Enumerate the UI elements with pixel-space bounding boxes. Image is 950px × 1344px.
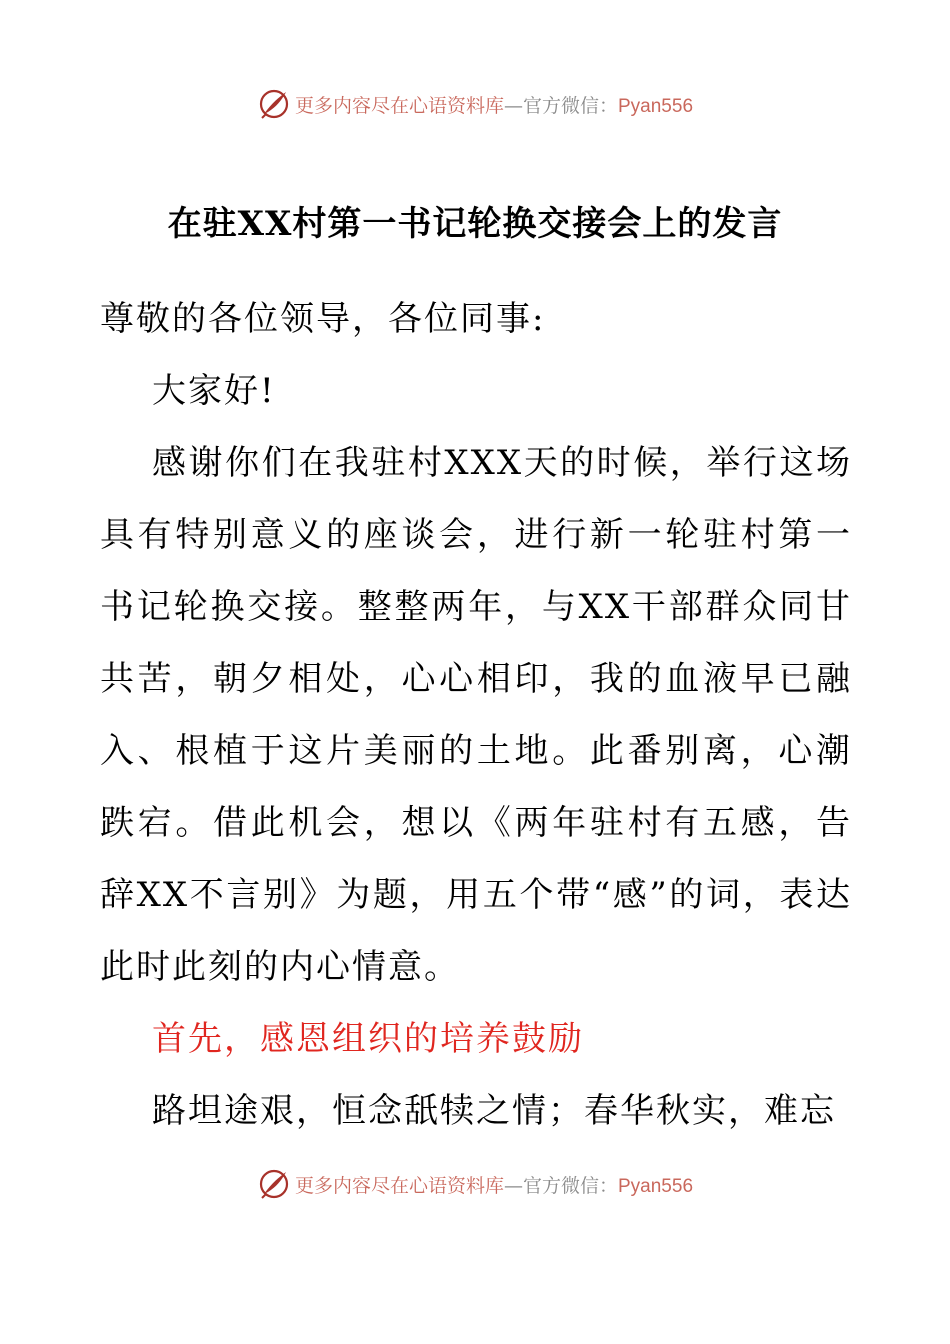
quill-pen-logo-icon — [257, 87, 291, 121]
paragraph: 路坦途艰，恒念舐犊之情；春华秋实，难忘 — [152, 1091, 836, 1131]
quill-pen-logo-icon — [257, 1167, 291, 1201]
section-heading: 首先，感恩组织的培养鼓励 — [152, 1019, 584, 1059]
banner-text: 更多内容尽在心语资料库—官方微信：Pyan556 — [294, 1174, 694, 1197]
document-title: 在驻XX村第一书记轮换交接会上的发言 — [167, 204, 783, 244]
footer-banner — [0, 1164, 950, 1204]
document-body — [100, 283, 852, 1147]
header-banner — [0, 84, 950, 124]
greeting: 大家好! — [152, 371, 276, 411]
salutation: 尊敬的各位领导，各位同事: — [100, 299, 546, 339]
banner-text: 更多内容尽在心语资料库—官方微信：Pyan556 — [294, 94, 694, 117]
paragraph: 感谢你们在我驻村XXX天的时候，举行这场具有特别意义的座谈会，进行新一轮驻村第一书记轮换交接。整整两年，与XX干部群众同甘共苦，朝夕相处，心心相印，我的血液早已融入、根植于这片美丽的土地。此番别离，心潮跌宕。借此机会，想以《两年驻村有五感，告辞XX不言别》为题，用五个带“感”的词，表达此时此刻的内心情意。 — [100, 443, 852, 987]
